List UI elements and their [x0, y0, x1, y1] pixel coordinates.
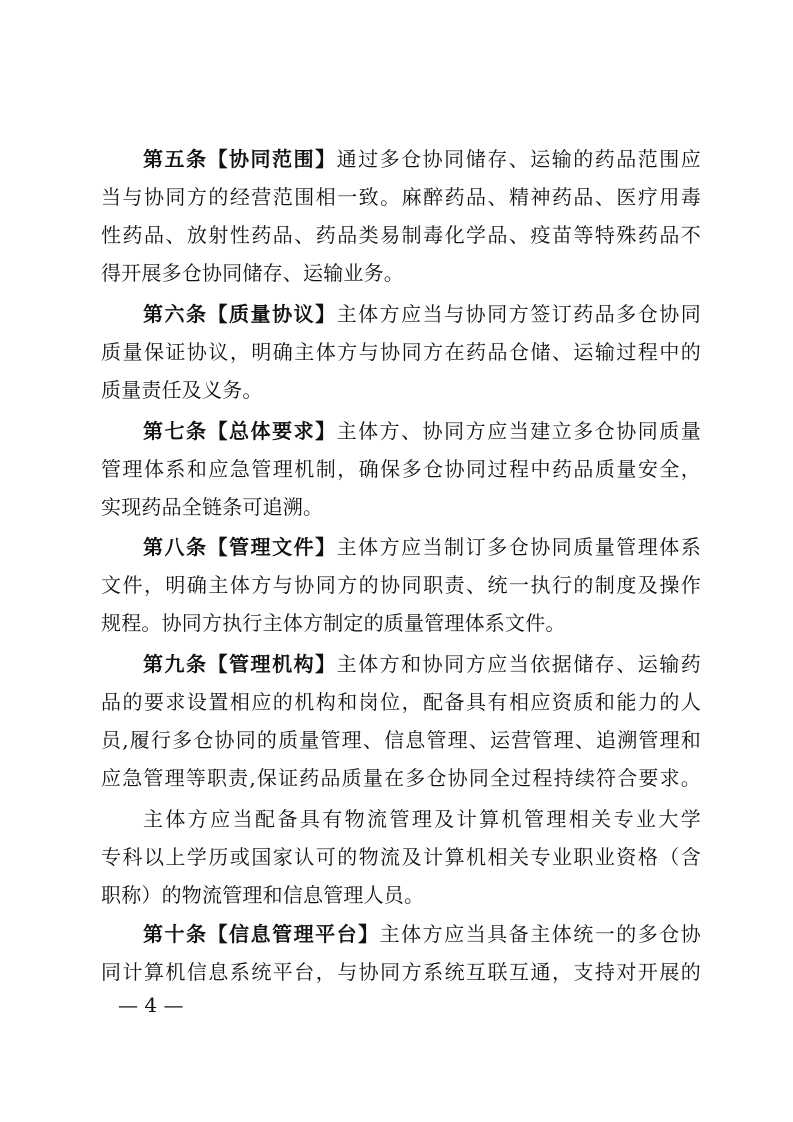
article-line [101, 140, 701, 178]
article-heading: 第十条【信息管理平台】 [143, 922, 380, 946]
article-text: 主体方、协同方应当建立多仓协同质量 [336, 419, 701, 443]
article-line: 实现药品全链条可追溯。 [101, 495, 324, 519]
article-heading: 第八条【管理文件】 [143, 535, 337, 559]
article-text: 主体方和协同方应当依据储存、运输药 [336, 652, 701, 676]
article-line: 主体方应当配备具有物流管理及计算机管理相关专业大学 [143, 807, 701, 831]
article-8 [101, 528, 701, 642]
article-line [101, 295, 701, 333]
article-9 [101, 645, 701, 797]
article-line: 管理体系和应急管理机制，确保多仓协同过程中药品质量安全， [101, 457, 701, 481]
article-line: 员,履行多仓协同的质量管理、信息管理、运营管理、追溯管理和 [101, 728, 701, 752]
article-heading: 第七条【总体要求】 [143, 419, 337, 443]
article-text: 主体方应当具备主体统一的多仓协 [379, 922, 702, 946]
article-line: 文件，明确主体方与协同方的协同职责、统一执行的制度及操作 [101, 573, 701, 597]
article-7 [101, 412, 701, 526]
article-line [101, 645, 701, 683]
article-line: 应急管理等职责,保证药品质量在多仓协同全过程持续符合要求。 [101, 766, 701, 790]
article-line: 同计算机信息系统平台，与协同方系统互联互通，支持对开展的 [101, 960, 701, 984]
article-line: 得开展多仓协同储存、运输业务。 [101, 261, 404, 285]
article-line: 质量保证协议，明确主体方与协同方在药品仓储、运输过程中的 [101, 340, 701, 364]
article-10 [101, 915, 701, 991]
article-line: 职称）的物流管理和信息管理人员。 [101, 883, 425, 907]
article-line: 性药品、放射性药品、药品类易制毒化学品、疫苗等特殊药品不 [101, 223, 701, 247]
article-line: 质量责任及义务。 [101, 378, 263, 402]
article-text: 主体方应当制订多仓协同质量管理体系 [336, 535, 701, 559]
article-heading: 第五条【协同范围】 [143, 147, 337, 171]
article-text: 通过多仓协同储存、运输的药品范围应 [336, 147, 701, 171]
article-line [101, 915, 701, 953]
article-heading: 第九条【管理机构】 [143, 652, 337, 676]
article-line: 品的要求设置相应的机构和岗位，配备具有相应资质和能力的人 [101, 690, 701, 714]
page-number: — 4 — [118, 993, 184, 1017]
article-9-paragraph-2 [101, 800, 701, 914]
article-text: 主体方应当与协同方签订药品多仓协同 [336, 302, 701, 326]
article-line: 专科以上学历或国家认可的物流及计算机相关专业职业资格（含 [101, 845, 701, 869]
article-line [101, 412, 701, 450]
article-line: 规程。协同方执行主体方制定的质量管理体系文件。 [101, 611, 566, 635]
article-line: 当与协同方的经营范围相一致。麻醉药品、精神药品、医疗用毒 [101, 185, 701, 209]
article-line [101, 528, 701, 566]
article-5 [101, 140, 701, 292]
article-6 [101, 295, 701, 409]
article-heading: 第六条【质量协议】 [143, 302, 337, 326]
